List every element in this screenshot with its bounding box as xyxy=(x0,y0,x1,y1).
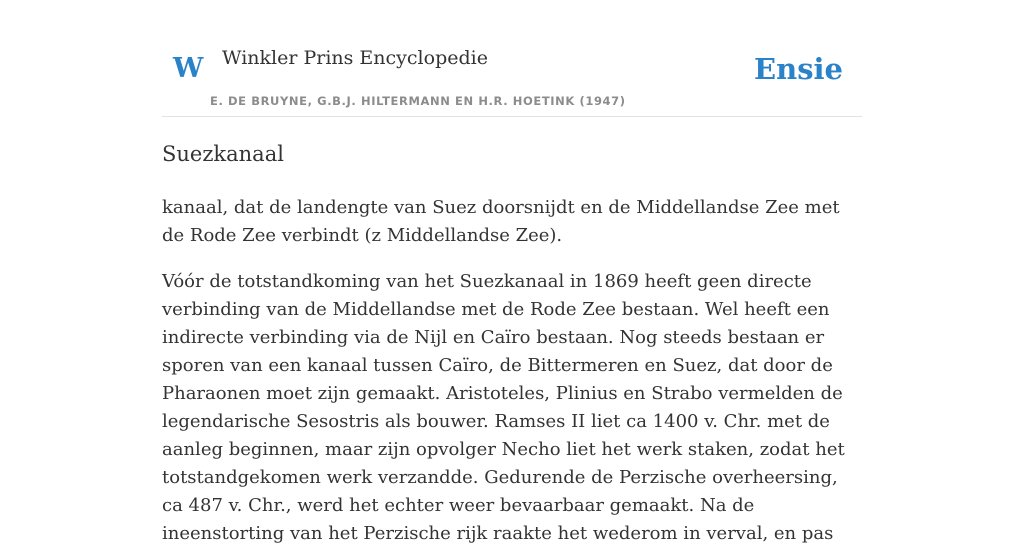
source-title[interactable]: Winkler Prins Encyclopedie xyxy=(222,47,488,69)
site-header xyxy=(162,0,862,117)
brand-logo[interactable]: Ensie xyxy=(754,52,843,86)
article-paragraph: Vóór de totstandkoming van het Suezkanaal in 1869 heeft geen directe verbinding van de Middellandse met de Rode Zee bestaan. Wel heeft een indirecte verbinding via de Nijl en Caïro bestaan. Nog steeds bestaan er sporen van een kanaal tussen Caïro, de Bittermeren en Suez, dat door de Pharaonen moet zijn gemaakt. Aristoteles, Plinius en Strabo vermelden de legendarische Sesostris als bouwer. Ramses II liet ca 1400 v. Chr. met de aanleg beginnen, maar zijn opvolger Necho liet het werk staken, zodat het totstandgekomen werk verzandde. Gedurende de Perzische overheersing, ca 487 v. Chr., werd het echter weer bevaarbaar gemaakt. Na de ineenstorting van het Perzische rijk raakte het wederom in verval, en pas xyxy=(162,271,845,544)
article-paragraph: kanaal, dat de landengte van Suez doorsnijdt en de Middellandse Zee met de Rode Zee verbindt (z Middellandse Zee). xyxy=(162,197,840,246)
source-logo[interactable]: W xyxy=(173,53,204,84)
source-authors: E. DE BRUYNE, G.B.J. HILTERMANN EN H.R. HOETINK (1947) xyxy=(210,94,626,108)
article xyxy=(162,132,862,548)
article-title: Suezkanaal xyxy=(162,142,284,166)
